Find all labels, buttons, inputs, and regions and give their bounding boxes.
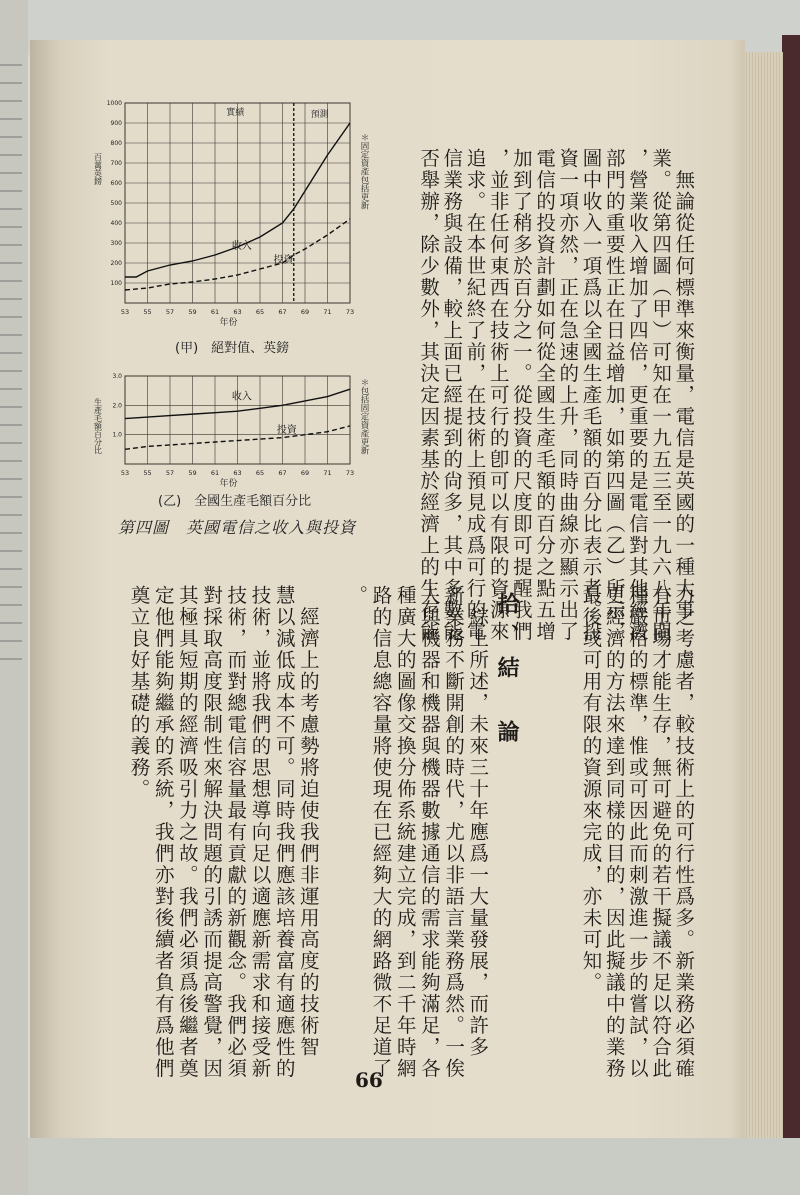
y-tick-label: 100 (110, 280, 122, 287)
x-tick-label: 53 (120, 469, 130, 477)
text-column: 經濟上的考慮勢將迫使我們非運用高度的技術智 (296, 585, 320, 1058)
y-tick-label: 700 (110, 160, 122, 167)
chart-a-caption: (甲) 絕對值、英鎊 (175, 341, 290, 356)
chart-note: ＊包括固定資產更新 (359, 378, 369, 455)
x-tick-label: 63 (233, 469, 242, 477)
text-column: 部門的重要性正在日益增加，如第四圖（乙）所示， (602, 148, 626, 643)
y-tick-label: 300 (110, 240, 122, 247)
text-column: 種廣大的圖像交換分佈系統建立完成，到二千年時網 (393, 585, 417, 1080)
text-column: 加到了稍多於百分之一。從投資的尺度即可提醒我們 (509, 148, 533, 643)
x-tick-label: 69 (300, 308, 310, 316)
x-tick-label: 65 (255, 469, 265, 477)
chart-absolute-values (90, 95, 390, 355)
x-tick-label: 69 (300, 469, 310, 477)
y-axis-label: 生產毛額百分比 (93, 398, 103, 454)
x-tick-label: 61 (210, 308, 220, 316)
text-column: 其極具短期的經濟吸引力之故。我們必須爲後繼者奠 (175, 585, 199, 1080)
text-column: 人與機器和機器與機器數據通信的需求能夠滿足，各 (417, 585, 441, 1080)
text-column: 否舉辦，除少數外，其決定因素基於經濟上的生存能 (417, 148, 441, 643)
y-tick-label: 900 (110, 120, 122, 127)
text-column: 最後或可用有限的資源來完成，亦未可知。 (579, 585, 603, 994)
x-tick-label: 59 (188, 308, 197, 316)
text-column: 圖中收入一項爲以全國生產毛額的百分比表示者。投 (579, 148, 603, 643)
y-tick-label: 200 (110, 260, 122, 267)
text-column: 力之考慮者，較技術上的可行性爲多。新業務必須確 (672, 585, 696, 1080)
x-tick-label: 61 (210, 469, 220, 477)
text-column: 業。從第四圖（甲）可知在一九五三至一九六八年間 (649, 148, 673, 643)
chart-b-caption: (乙) 全國生產毛額百分比 (158, 494, 312, 509)
text-column: 技術，而對總電信容量最有貢獻的新觀念。我們必須 (224, 585, 248, 1080)
y-tick-label: 1.0 (112, 431, 122, 439)
book-page (30, 40, 745, 1138)
x-tick-label: 55 (143, 308, 152, 316)
text-column: 新業務不斷開創的時代，尤以非語言業務爲然。一俟 (442, 585, 466, 1080)
text-column: 電信的投資計劃如何從全國生產毛額的百分之點五增 (533, 148, 557, 643)
text-column: ，營業收入增加了四倍，更重要的是電信對其他經濟 (625, 148, 649, 643)
x-tick-label: 73 (345, 308, 355, 316)
y-tick-label: 3.0 (112, 373, 122, 380)
x-axis-label: 年份 (219, 479, 238, 489)
series-label: 收入 (231, 391, 252, 403)
y-tick-label: 1000 (106, 100, 122, 107)
y-tick-label: 800 (110, 140, 122, 147)
text-column: 慧以減低成本不可。同時我們應該培養富有適應性的 (272, 585, 296, 1080)
x-tick-label: 71 (323, 469, 332, 477)
x-tick-label: 71 (323, 308, 332, 316)
x-tick-label: 67 (278, 469, 287, 477)
page-number: 66 (355, 1068, 383, 1092)
text-column: 更經濟的方法來達到同樣的目的，因此擬議中的業務 (602, 585, 626, 1080)
series-label: 投資 (273, 255, 294, 266)
background-bottom (28, 1138, 800, 1195)
chart-note: ＊固定資產包括更新 (359, 133, 369, 210)
text-column: 。 (345, 585, 369, 607)
text-column: 定他們能夠繼承的系統，我們亦對後續者負有爲他們 (151, 585, 175, 1080)
x-tick-label: 73 (345, 469, 355, 477)
region-label-actual: 實績 (226, 108, 245, 118)
figure-title: 第四圖 英國電信之收入與投資 (118, 518, 357, 537)
x-tick-label: 67 (278, 308, 287, 316)
x-tick-label: 53 (120, 308, 130, 316)
text-column: 種嚴格的標準，惟或可因此而刺激進一步的嘗試，以 (625, 585, 649, 1080)
x-axis-label: 年份 (219, 318, 238, 328)
series-label: 投資 (276, 425, 297, 437)
adjacent-page-edge (0, 60, 22, 660)
text-column: 資一項亦然，正在急速的上升，同時曲線亦顯示出了 (556, 148, 580, 643)
x-tick-label: 57 (165, 308, 175, 316)
text-column: 追求。在本世紀終了前，在技術上預見成爲可行的電 (463, 148, 487, 643)
text-column: ，並非任何東西在技術上可行的卽可以有限的資源來 (486, 148, 510, 643)
y-tick-label: 500 (110, 200, 122, 207)
section-heading: 拾、結 論 (494, 592, 520, 752)
text-column: 技術，並將我們的思想導向足以適應新需求和接受新 (248, 585, 272, 1080)
x-tick-label: 59 (188, 469, 197, 477)
x-tick-label: 63 (233, 308, 242, 316)
text-column: 有市場才能生存，無可避免的若干擬議不足以符合此 (649, 585, 673, 1080)
y-axis-label: 百萬英鎊 (93, 153, 103, 185)
y-tick-label: 2.0 (112, 402, 122, 410)
text-column: 無論從任何標準來衡量，電信是英國的一種大事 (672, 148, 696, 621)
y-tick-label: 400 (110, 220, 122, 227)
x-tick-label: 65 (255, 308, 265, 316)
series-label: 收入 (231, 241, 252, 252)
y-tick-label: 600 (110, 180, 122, 187)
x-tick-label: 55 (143, 469, 152, 477)
book-cover-edge (782, 35, 800, 1155)
text-column: 奠立良好基礎的義務。 (127, 585, 151, 800)
x-tick-label: 57 (165, 469, 175, 477)
text-column: 對採取高度限制性來解決問題的引誘而提高警覺，因 (200, 585, 224, 1080)
chart-gnp-percentage (90, 370, 390, 495)
region-label-forecast: 預測 (310, 110, 329, 120)
text-column: 信業務與設備，較上面已經提到的尙多，其中多數能 (440, 148, 464, 643)
text-column: 綜上所述，未來三十年應爲一大量發展，而許多 (466, 585, 490, 1058)
text-column: 路的信息總容量將使現在已經夠大的網路微不足道了 (369, 585, 393, 1080)
